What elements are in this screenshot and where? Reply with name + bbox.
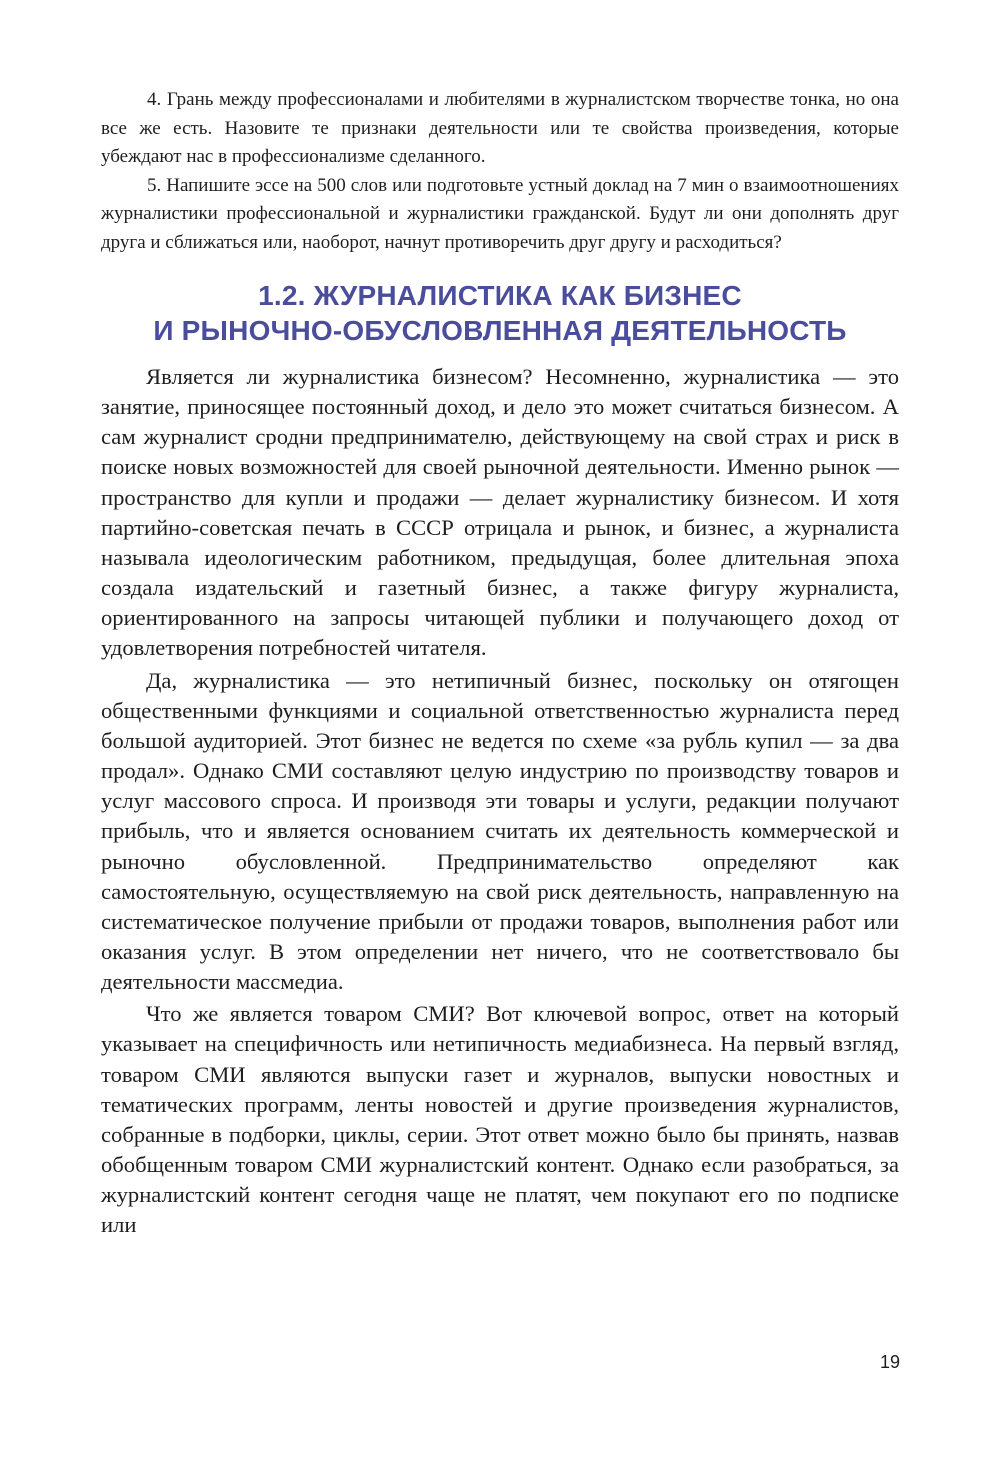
- section-body: [101, 362, 899, 1241]
- review-questions: [101, 86, 899, 257]
- page-content: [101, 86, 899, 1243]
- body-paragraph: Является ли журналистика бизнесом? Несомненно, журналистика — это занятие, приносящее постоянный доход, и дело это может считаться бизнесом. А сам журналист сродни предпринимателю, действующему на свой страх и риск в поиске новых возможностей для своей рыночной деятельности. Именно рынок — пространство для купли и продажи — делает журналистику бизнесом. И хотя партийно-советская печать в СССР отрицала и рынок, и бизнес, а журналиста называла идеологическим работником, предыдущая, более длительная эпоха создала издательский и газетный бизнес, а также фигуру журналиста, ориентированного на запросы читающей публики и получающего доход от удовлетворения потребностей читателя.: [101, 364, 899, 661]
- section-heading: [101, 278, 899, 348]
- page-number: 19: [879, 1352, 900, 1372]
- body-paragraph: Да, журналистика — это нетипичный бизнес, поскольку он отягощен общественными функциями и социальной ответственностью журналиста перед большой аудиторией. Этот бизнес не ведется по схеме «за рубль купил — за два продал». Однако СМИ составляют целую индустрию по производству товаров и услуг массового спроса. И производя эти товары и услуги, редакции получают прибыль, что и является основанием считать их деятельность коммерческой и рыночно обусловленной. Предпринимательство определяют как самостоятельную, осуществляемую на свой риск деятельность, направленную на систематическое получение прибыли от продажи товаров, выполнения работ или оказания услуг. В этом определении нет ничего, что не соответствовало бы деятельности массмедиа.: [101, 667, 899, 995]
- section-heading-line: 1.2. ЖУРНАЛИСТИКА КАК БИЗНЕС: [258, 280, 742, 311]
- section-heading-line: И РЫНОЧНО-ОБУСЛОВЛЕННАЯ ДЕЯТЕЛЬНОСТЬ: [153, 315, 847, 346]
- question-item: 5. Напишите эссе на 500 слов или подготовьте устный доклад на 7 мин о взаимоотношениях журналистики профессиональной и журналистики гражданской. Будут ли они дополнять друг друга и сближаться или, наоборот, начнут противоречить друг другу и расходиться?: [101, 174, 899, 253]
- body-paragraph: Что же является товаром СМИ? Вот ключевой вопрос, ответ на который указывает на специфичность или нетипичность медиабизнеса. На первый взгляд, товаром СМИ являются выпуски газет и журналов, выпуски новостных и тематических программ, ленты новостей и другие произведения журналистов, собранные в подборки, циклы, серии. Этот ответ можно было бы принять, назвав обобщенным товаром СМИ журналистский контент. Однако если разобраться, за журналистский контент сегодня чаще не платят, чем покупают его по подписке или: [101, 1001, 899, 1238]
- question-item: 4. Грань между профессионалами и любителями в журналистском творчестве тонка, но она все же есть. Назовите те признаки деятельности или те свойства произведения, которые убеждают нас в профессионализме сделанного.: [101, 89, 899, 167]
